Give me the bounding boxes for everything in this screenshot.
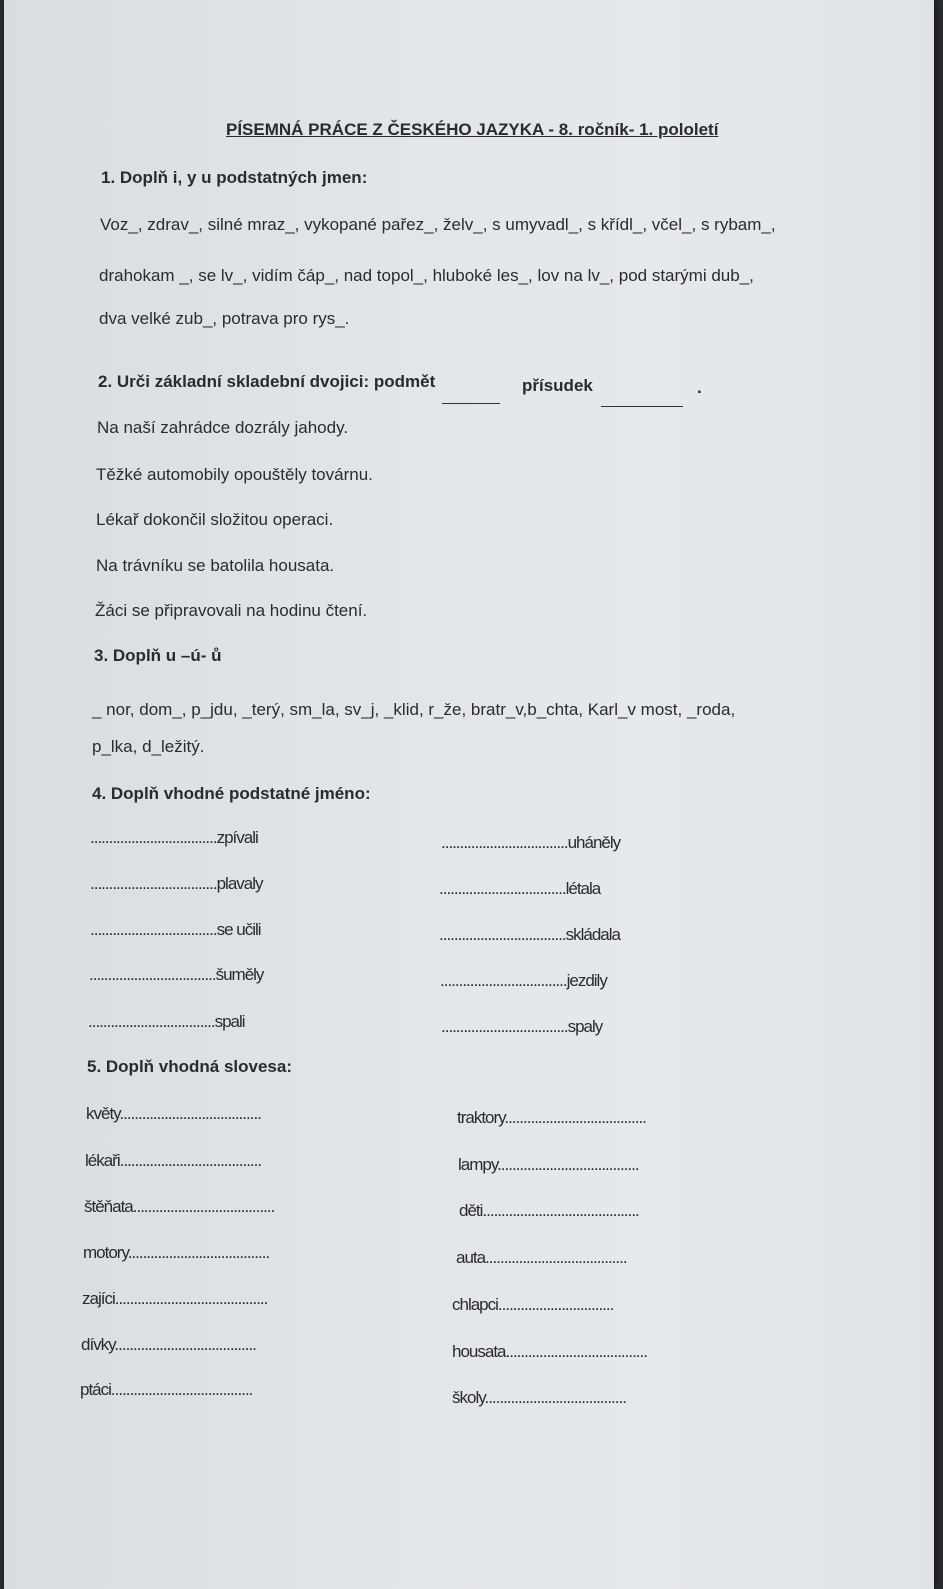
task1-line: Voz_, zdrav_, silné mraz_, vykopané pařez_, želv_, s umyvadl_, s křídl_, včel_, s rybam_,: [100, 215, 776, 234]
task5-left-item: lékaři......................................: [85, 1151, 262, 1170]
page-title: PÍSEMNÁ PRÁCE Z ČESKÉHO JAZYKA - 8. ročník- 1. pololetí: [226, 120, 719, 139]
task4-right-item: ..................................skládala: [439, 925, 620, 944]
task5-right-item: housata......................................: [452, 1342, 647, 1361]
worksheet-paper: [4, 0, 934, 1589]
task5-left-item: dívky......................................: [81, 1335, 256, 1354]
task4-heading: 4. Doplň vhodné podstatné jméno:: [92, 784, 371, 803]
task4-left-item: ..................................zpívali: [90, 828, 258, 847]
task5-right-item: školy......................................: [452, 1388, 626, 1407]
task2-heading: 2. Urči základní skladební dvojici: podmět: [98, 372, 436, 391]
task5-right-item: děti..........................................: [459, 1201, 639, 1220]
task5-right-item: auta......................................: [456, 1248, 627, 1267]
task4-right-item: ..................................spaly: [441, 1017, 603, 1036]
task2-sentence: Na naší zahrádce dozrály jahody.: [97, 418, 349, 437]
task4-right-item: ..................................uháněly: [441, 833, 621, 852]
task5-right-item: traktory......................................: [457, 1108, 646, 1127]
task5-right-item: lampy......................................: [458, 1155, 639, 1174]
task4-left-item: ..................................se učili: [90, 920, 261, 939]
task1-line: dva velké zub_, potrava pro rys_.: [99, 309, 350, 328]
task5-left-item: zajíci.........................................: [82, 1289, 268, 1308]
task2-sentence: Těžké automobily opouštěly továrnu.: [96, 465, 373, 484]
task5-left-item: motory......................................: [83, 1243, 270, 1262]
subject-blank[interactable]: [442, 391, 500, 409]
task4-left-item: ..................................šuměly: [89, 965, 264, 984]
task3-line: p_lka, d_ležitý.: [92, 737, 205, 756]
task4-left-item: ..................................plavaly: [90, 874, 263, 893]
task5-left-item: ptáci......................................: [80, 1380, 253, 1399]
end-mark: .: [697, 378, 702, 397]
task1-heading: 1. Doplň i, y u podstatných jmen:: [101, 168, 368, 187]
task5-heading: 5. Doplň vhodná slovesa:: [87, 1057, 292, 1076]
task4-right-item: ..................................jezdily: [440, 971, 607, 990]
task5-right-item: chlapci...............................: [452, 1295, 614, 1314]
task5-left-item: štěňata......................................: [84, 1197, 275, 1216]
task2-sentence: Na trávníku se batolila housata.: [96, 556, 335, 575]
task2-sentence: Žáci se připravovali na hodinu čtení.: [95, 601, 368, 620]
task5-left-item: květy......................................: [86, 1104, 261, 1123]
task4-right-item: ..................................létala: [439, 879, 601, 898]
task3-line: _ nor, dom_, p_jdu, _terý, sm_la, sv_j, _klid, r_že, bratr_v,b_chta, Karl_v most, _roda,: [92, 700, 736, 719]
predicate-blank[interactable]: [601, 394, 683, 412]
task2-sentence: Lékař dokončil složitou operaci.: [96, 510, 334, 529]
task4-left-item: ..................................spali: [88, 1012, 245, 1031]
predicate-label: přísudek: [522, 376, 593, 395]
task3-heading: 3. Doplň u –ú- ů: [94, 646, 222, 665]
task1-line: drahokam _, se lv_, vidím čáp_, nad topol_, hluboké les_, lov na lv_, pod starými dub_,: [99, 266, 754, 285]
